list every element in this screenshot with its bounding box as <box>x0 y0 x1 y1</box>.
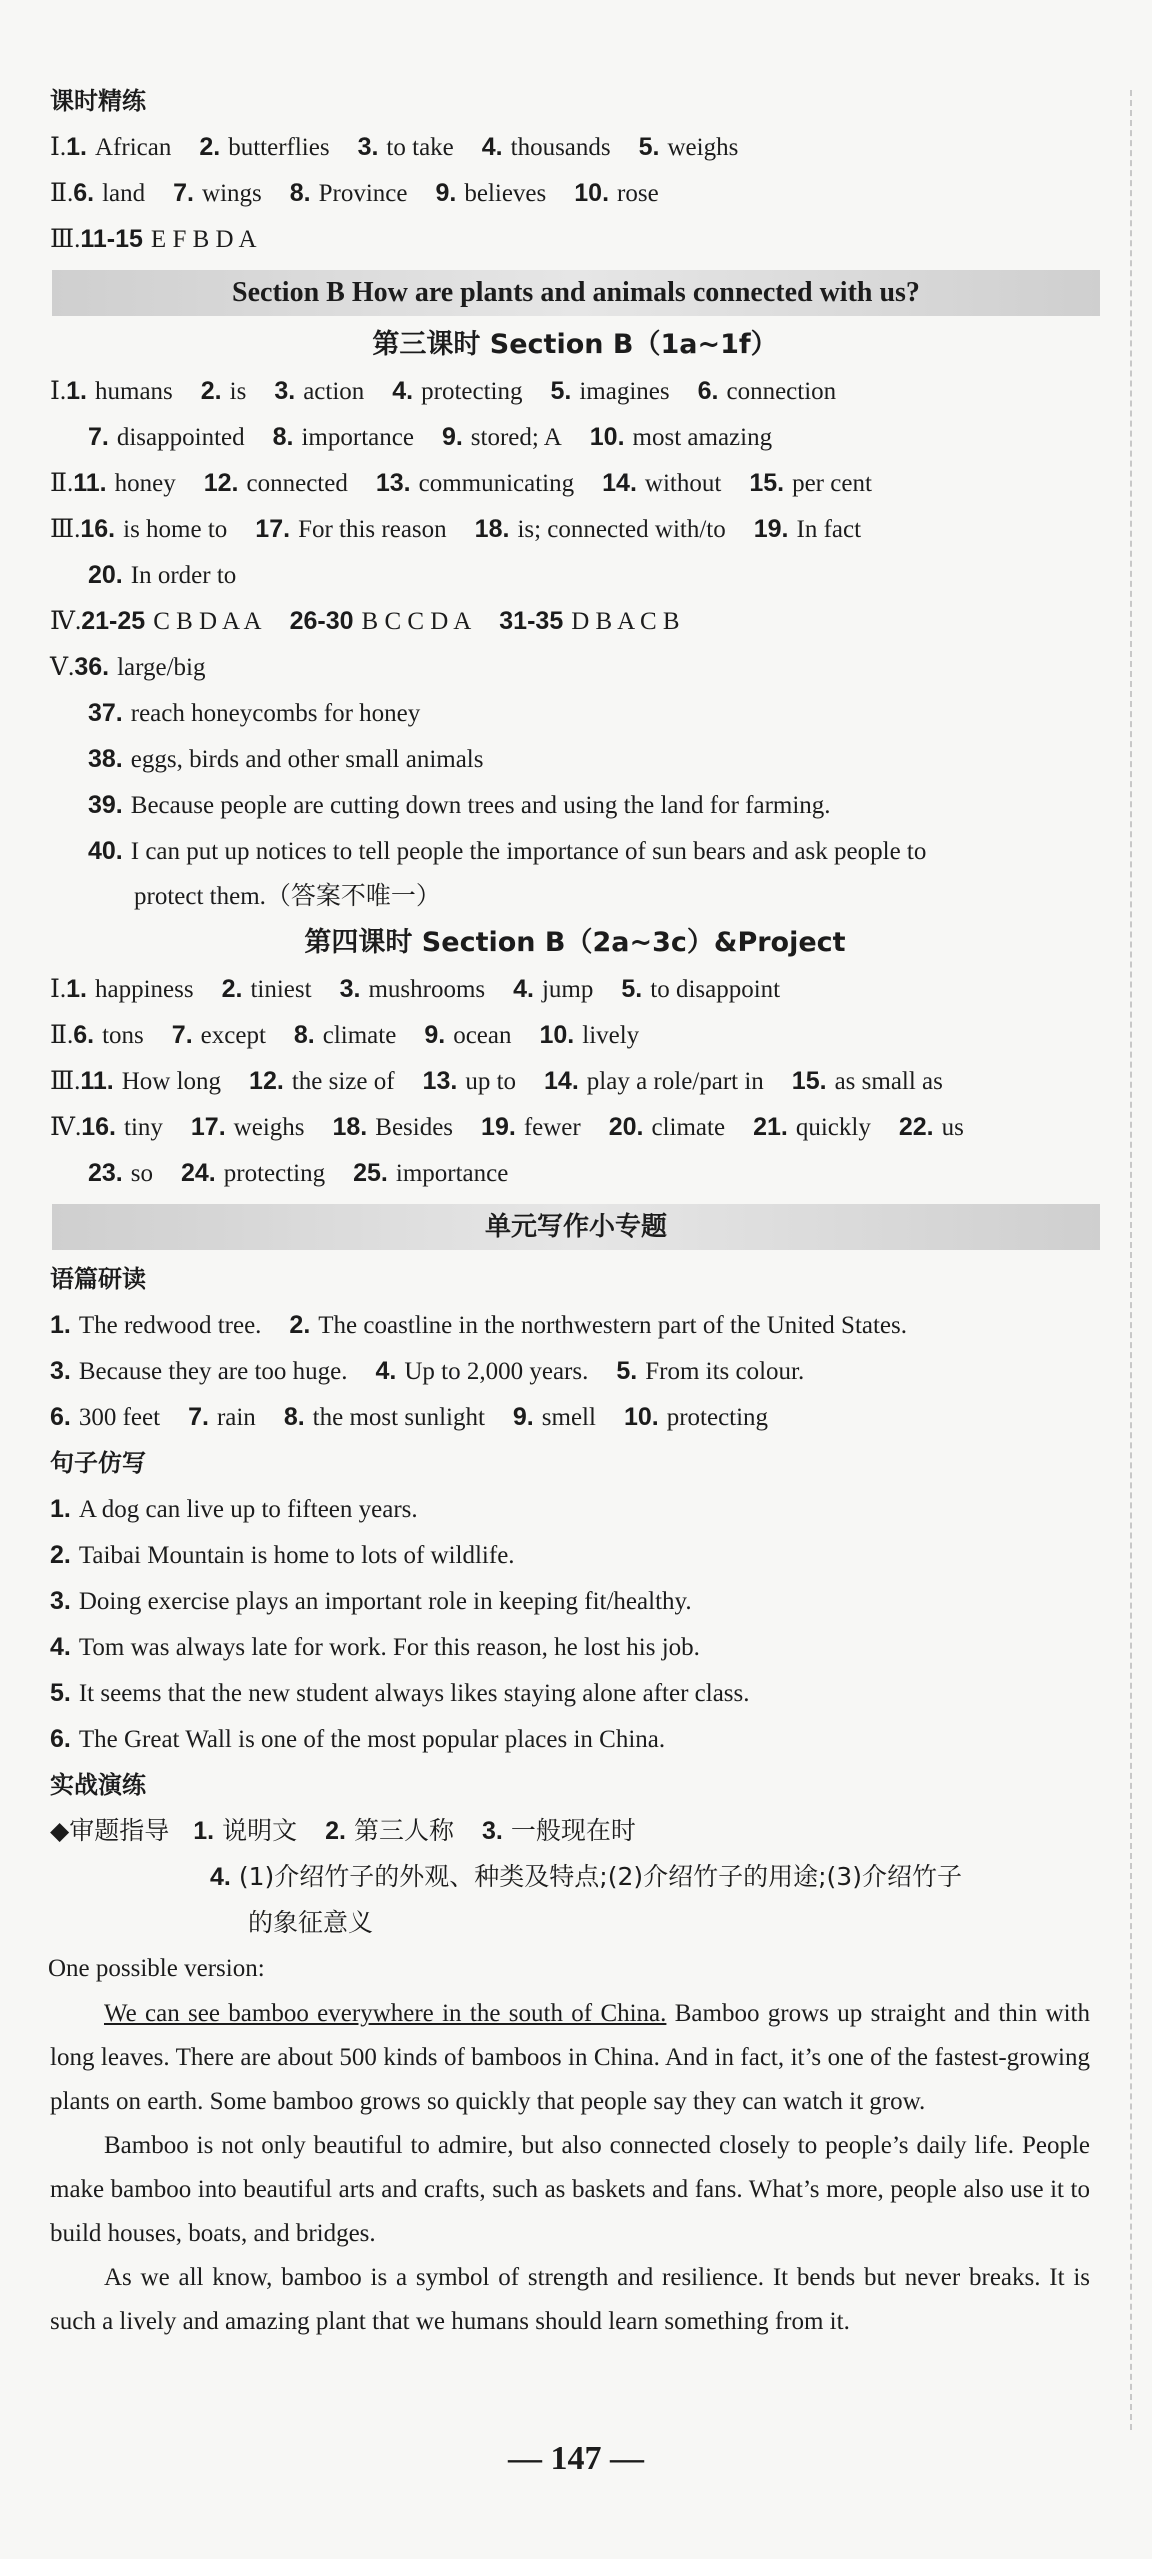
answer-row <box>50 1348 1100 1394</box>
essay-paragraph-1 <box>50 1992 1090 2124</box>
answer-row <box>50 966 1100 1012</box>
question-number: 4. <box>50 1633 71 1661</box>
question-number: 3. <box>50 1587 71 1615</box>
answer-continuation: protect them.（答案不唯一） <box>134 883 441 910</box>
question-number: 13. <box>422 1067 458 1095</box>
answer-text: Up to 2,000 years. <box>404 1358 589 1385</box>
question-number: 11. <box>80 1067 114 1095</box>
question-number: 2. <box>325 1817 346 1845</box>
sentence-text: It seems that the new student always likes staying alone after class. <box>78 1680 750 1707</box>
question-number: 16. <box>81 1113 116 1141</box>
question-number: 2. <box>289 1311 311 1339</box>
answer-row <box>50 124 1100 170</box>
question-number: 6. <box>73 179 95 207</box>
answer-text: believes <box>464 180 547 207</box>
question-number: 39. <box>88 791 123 819</box>
answer-text: honey <box>114 470 176 497</box>
roman-numeral: Ⅳ. <box>50 608 82 635</box>
question-number: 4. <box>392 377 414 405</box>
question-number: 19. <box>481 1113 516 1141</box>
question-number: 40. <box>88 837 123 865</box>
answer-text: butterflies <box>228 134 330 161</box>
question-number: 1. <box>50 1495 71 1523</box>
answer-text: protecting <box>223 1160 326 1187</box>
sentence-line <box>50 1578 1100 1624</box>
answer-text: except <box>200 1022 266 1049</box>
section-banner-b: Section B How are plants and animals connected with us? <box>52 270 1100 316</box>
roman-numeral: Ⅰ. <box>50 134 67 161</box>
question-number: 3. <box>339 975 361 1003</box>
sentence-text: Tom was always late for work. For this reason, he lost his job. <box>78 1634 700 1661</box>
answer-text: connected <box>246 470 348 497</box>
sentence-line <box>50 1670 1100 1716</box>
guide-text: 一般现在时 <box>510 1816 636 1845</box>
essay <box>50 1992 1090 2344</box>
question-number: 4. <box>481 133 503 161</box>
answer-text: play a role/part in <box>586 1068 764 1095</box>
roman-numeral: Ⅰ. <box>50 378 67 405</box>
question-number: 1. <box>66 133 87 161</box>
question-number: 3. <box>50 1357 71 1385</box>
question-number: 37. <box>88 699 123 727</box>
answer-text: Because they are too huge. <box>78 1358 348 1385</box>
answer-text: climate <box>322 1022 397 1049</box>
answer-row <box>50 828 1100 874</box>
page-number: — 147 — <box>508 2440 644 2477</box>
sentence-list <box>50 1486 1100 1762</box>
answer-row <box>50 736 1100 782</box>
answer-text: ocean <box>453 1022 512 1049</box>
question-number: 8. <box>293 1021 315 1049</box>
answer-text: Because people are cutting down trees and using the land for farming. <box>130 792 831 819</box>
question-number: 7. <box>173 179 195 207</box>
question-number: 10. <box>539 1021 575 1049</box>
essay-intro: One possible version: <box>48 1955 265 1982</box>
lesson-title-4: 第四课时 Section B（2a~3c）&Project <box>304 927 846 958</box>
answer-text: importance <box>395 1160 509 1187</box>
answer-text: disappointed <box>116 424 245 451</box>
answer-text: For this reason <box>298 516 447 543</box>
question-number: 7. <box>171 1021 193 1049</box>
guide-text: 说明文 <box>222 1816 298 1845</box>
answer-text: Province <box>318 180 408 207</box>
answer-text: lively <box>582 1022 640 1049</box>
sentence-text: A dog can live up to fifteen years. <box>78 1496 418 1523</box>
answer-text: E F B D A <box>150 226 257 253</box>
answer-row <box>50 644 1100 690</box>
answer-row <box>50 1012 1100 1058</box>
underlined-topic-sentence: We can see bamboo everywhere in the south of China. <box>104 2000 667 2027</box>
sentence-text: The Great Wall is one of the most popular places in China. <box>78 1726 666 1753</box>
answer-text: The redwood tree. <box>78 1312 262 1339</box>
question-number: 5. <box>550 377 572 405</box>
question-number: 36. <box>74 653 110 681</box>
answer-text: thousands <box>510 134 611 161</box>
answer-text: tiniest <box>250 976 312 1003</box>
question-number: 6. <box>697 377 719 405</box>
guide-text: 的象征意义 <box>248 1908 374 1937</box>
question-number: 7. <box>88 423 109 451</box>
answer-row <box>50 1058 1100 1104</box>
answer-text: In fact <box>796 516 862 543</box>
question-number: 15. <box>749 469 785 497</box>
question-number: 9. <box>424 1021 446 1049</box>
guide-text: 第三人称 <box>353 1816 454 1845</box>
answer-text: large/big <box>117 654 206 681</box>
answer-row <box>50 460 1100 506</box>
answer-text: without <box>644 470 722 497</box>
answer-text: wings <box>202 180 262 207</box>
answer-text: most amazing <box>632 424 773 451</box>
question-number: 17. <box>255 515 291 543</box>
answer-text: the size of <box>291 1068 395 1095</box>
question-number: 17. <box>190 1113 226 1141</box>
answer-text: How long <box>121 1068 222 1095</box>
section-heading-reading: 语篇研读 <box>50 1265 146 1293</box>
question-number: 25. <box>353 1159 388 1187</box>
answer-text: protecting <box>666 1404 769 1431</box>
question-number: 5. <box>616 1357 638 1385</box>
question-number: 1. <box>66 975 87 1003</box>
answer-text: tiny <box>124 1114 163 1141</box>
answer-text: fewer <box>523 1114 581 1141</box>
roman-numeral: Ⅰ. <box>50 976 67 1003</box>
roman-numeral: Ⅳ. <box>50 1114 82 1141</box>
question-number: 14. <box>602 469 637 497</box>
answer-text: mushrooms <box>368 976 486 1003</box>
guide-row <box>50 1808 1100 1854</box>
answer-text: eggs, birds and other small animals <box>130 746 484 773</box>
answer-text: happiness <box>95 976 194 1003</box>
guide-row <box>50 1854 1100 1900</box>
answer-row <box>50 368 1100 414</box>
question-number: 9. <box>512 1403 534 1431</box>
answer-text: us <box>941 1114 964 1141</box>
answer-row <box>50 414 1100 460</box>
answer-text: weighs <box>233 1114 305 1141</box>
question-number: 14. <box>544 1067 579 1095</box>
answer-text: reach honeycombs for honey <box>130 700 421 727</box>
guide-items <box>193 1816 664 1845</box>
answer-text: humans <box>95 378 173 405</box>
question-number: 9. <box>435 179 457 207</box>
question-number: 13. <box>375 469 411 497</box>
answer-text: imagines <box>579 378 670 405</box>
essay-paragraph-2: Bamboo is not only beautiful to admire, but also connected closely to people’s daily life. People make bamboo into beautiful arts and crafts, such as baskets and fans. What’s more, people also use it to build houses, boats, and bridges. <box>50 2132 1090 2247</box>
question-number: 21-25 <box>81 607 146 635</box>
question-number: 22. <box>898 1113 934 1141</box>
guide-label: ◆审题指导 <box>50 1816 170 1845</box>
roman-numeral: Ⅱ. <box>50 180 74 207</box>
question-number: 2. <box>199 133 221 161</box>
lesson-title-3: 第三课时 Section B（1a~1f） <box>372 329 778 360</box>
question-number: 11-15 <box>80 225 143 253</box>
question-number: 10. <box>589 423 625 451</box>
question-number: 1. <box>50 1311 71 1339</box>
question-number: 18. <box>474 515 510 543</box>
answer-text: importance <box>301 424 414 451</box>
sentence-text: Doing exercise plays an important role in keeping fit/healthy. <box>78 1588 692 1615</box>
answer-text: rain <box>216 1404 256 1431</box>
question-number: 4. <box>375 1357 397 1385</box>
question-number: 2. <box>221 975 243 1003</box>
answer-text: communicating <box>418 470 575 497</box>
guide-text: (1)介绍竹子的外观、种类及特点;(2)介绍竹子的用途;(3)介绍竹子 <box>238 1862 962 1891</box>
question-number: 20. <box>88 561 123 589</box>
answer-text: 300 feet <box>78 1404 161 1431</box>
answer-row <box>50 1150 1100 1196</box>
roman-numeral: Ⅱ. <box>50 470 74 497</box>
answer-text: D B A C B <box>571 608 680 635</box>
question-number: 3. <box>274 377 296 405</box>
essay-paragraph-3: As we all know, bamboo is a symbol of strength and resilience. It bends but never breaks. It is such a lively and amazing plant that we humans should learn something from it. <box>50 2264 1090 2335</box>
question-number: 4. <box>210 1863 231 1891</box>
roman-numeral: Ⅲ. <box>50 1068 81 1095</box>
answer-text: smell <box>541 1404 596 1431</box>
question-number: 9. <box>441 423 463 451</box>
answer-text: is <box>229 378 247 405</box>
roman-numeral: Ⅲ. <box>50 226 81 253</box>
question-number: 21. <box>753 1113 788 1141</box>
question-number: 18. <box>332 1113 368 1141</box>
roman-numeral: Ⅱ. <box>50 1022 74 1049</box>
answer-text: up to <box>465 1068 517 1095</box>
question-number: 6. <box>73 1021 95 1049</box>
answer-text: I can put up notices to tell people the importance of sun bears and ask people to <box>130 838 927 865</box>
question-number: 3. <box>357 133 379 161</box>
answer-row <box>50 1394 1100 1440</box>
question-number: 15. <box>791 1067 827 1095</box>
question-number: 5. <box>638 133 660 161</box>
answer-text: From its colour. <box>645 1358 805 1385</box>
question-number: 5. <box>621 975 643 1003</box>
question-number: 2. <box>200 377 222 405</box>
roman-numeral: Ⅴ. <box>50 654 75 681</box>
answer-text: African <box>95 134 172 161</box>
answer-row <box>50 170 1100 216</box>
question-number: 24. <box>181 1159 216 1187</box>
question-number: 10. <box>574 179 610 207</box>
question-number: 4. <box>513 975 534 1003</box>
answer-text: as small as <box>834 1068 943 1095</box>
sentence-line <box>50 1624 1100 1670</box>
sentence-text: Taibai Mountain is home to lots of wildlife. <box>78 1542 515 1569</box>
answer-text: is; connected with/to <box>517 516 726 543</box>
answer-text: to disappoint <box>650 976 781 1003</box>
answer-text: In order to <box>130 562 237 589</box>
answer-text: The coastline in the northwestern part of the United States. <box>318 1312 908 1339</box>
sentence-line <box>50 1532 1100 1578</box>
answer-text: land <box>102 180 146 207</box>
answer-text: rose <box>617 180 659 207</box>
answer-text: tons <box>102 1022 144 1049</box>
answer-text: connection <box>726 378 837 405</box>
question-number: 2. <box>50 1541 71 1569</box>
question-number: 12. <box>249 1067 284 1095</box>
answer-text: climate <box>651 1114 726 1141</box>
section-heading-practice: 课时精练 <box>50 87 146 115</box>
answer-text: the most sunlight <box>312 1404 485 1431</box>
question-number: 31-35 <box>499 607 564 635</box>
answer-text: C B D A A <box>153 608 262 635</box>
question-number: 11. <box>73 469 107 497</box>
guide-row <box>50 1900 1100 1946</box>
answer-row <box>50 598 1100 644</box>
paragraph-text: Bamboo grows up straight and thin with long leaves. There are about 500 kinds of bamboos in China. And in fact, it’s one of the fastest-growing plants on earth. Some bamboo grows so quickly that people say they can watch it grow. <box>50 2000 1090 2115</box>
answer-text: B C C D A <box>361 608 472 635</box>
answer-text: to take <box>386 134 454 161</box>
question-number: 10. <box>623 1403 659 1431</box>
question-number: 26-30 <box>289 607 354 635</box>
answer-text: Besides <box>375 1114 454 1141</box>
question-number: 1. <box>193 1817 215 1845</box>
answer-row <box>50 782 1100 828</box>
answer-row <box>50 1104 1100 1150</box>
answer-row <box>50 552 1100 598</box>
answer-text: is home to <box>123 516 228 543</box>
answer-text: quickly <box>795 1114 871 1141</box>
section-heading-sentences: 句子仿写 <box>50 1449 146 1477</box>
question-number: 3. <box>481 1817 503 1845</box>
question-number: 8. <box>283 1403 305 1431</box>
answer-row <box>50 690 1100 736</box>
sentence-line <box>50 1716 1100 1762</box>
sentence-line <box>50 1486 1100 1532</box>
answer-text: weighs <box>667 134 739 161</box>
question-number: 12. <box>203 469 239 497</box>
question-number: 6. <box>50 1403 71 1431</box>
question-number: 8. <box>272 423 294 451</box>
answer-text: protecting <box>421 378 523 405</box>
question-number: 6. <box>50 1725 71 1753</box>
section-banner-writing: 单元写作小专题 <box>52 1204 1100 1250</box>
roman-numeral: Ⅲ. <box>50 516 81 543</box>
answer-text: action <box>303 378 365 405</box>
question-number: 16. <box>80 515 116 543</box>
question-number: 23. <box>88 1159 123 1187</box>
question-number: 8. <box>289 179 311 207</box>
dashed-margin-line <box>1130 90 1132 2430</box>
question-number: 38. <box>88 745 123 773</box>
answer-row <box>50 1302 1100 1348</box>
answer-text: jump <box>541 976 594 1003</box>
answer-text: per cent <box>792 470 872 497</box>
question-number: 1. <box>66 377 87 405</box>
answer-text: stored; A <box>470 424 562 451</box>
answer-row <box>50 506 1100 552</box>
question-number: 5. <box>50 1679 71 1707</box>
answer-row <box>50 216 1100 262</box>
question-number: 7. <box>188 1403 209 1431</box>
answer-text: so <box>130 1160 153 1187</box>
question-number: 19. <box>753 515 789 543</box>
page-content <box>50 78 1100 2344</box>
section-heading-practice-writing: 实战演练 <box>50 1771 146 1799</box>
question-number: 20. <box>608 1113 644 1141</box>
